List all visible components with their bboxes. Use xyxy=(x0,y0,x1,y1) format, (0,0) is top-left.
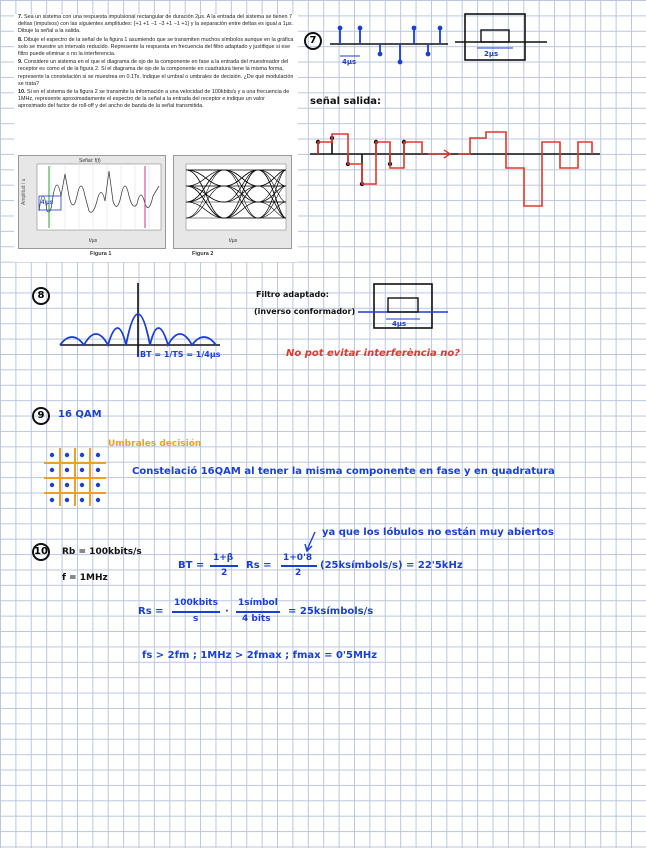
q7-input-impulses xyxy=(330,20,450,80)
constellation-point xyxy=(96,468,100,472)
constellation-point xyxy=(50,483,54,487)
figure-2-eye-diagram xyxy=(174,156,291,248)
q9-constellation xyxy=(44,448,114,508)
q10-bt-fraction-bar xyxy=(210,565,238,567)
constellation-point xyxy=(50,498,54,502)
q10-rs-den1: s xyxy=(193,614,199,624)
constellation-point xyxy=(80,498,84,502)
constellation-point xyxy=(65,483,69,487)
q8-filter-title: Filtro adaptado: xyxy=(256,290,329,299)
problem-7: 7. Sea un sistema con una respuesta impulsional rectangular de duración 2μs. A la entrada del sistema se tienen 7 deltas (impulsos) con las siguientes amplitudes: {+1 +1 −1 −3 +1 −1 +1} y la separación entre deltas es igual a 1μs. Dibuje la señal a la salida. xyxy=(18,14,294,35)
q10-rs-fraction-bar-1 xyxy=(172,611,220,613)
q10-rs-den2: 4 bits xyxy=(242,614,271,624)
q10-bt-rs: Rs = xyxy=(246,560,272,571)
q10-note-arrow xyxy=(305,530,321,554)
figure-1-mark: 4 μs xyxy=(41,200,54,206)
q7-output-signal xyxy=(310,128,600,213)
constellation-point xyxy=(80,483,84,487)
q10-rs-num1: 100kbits xyxy=(174,598,218,608)
q8-bandwidth: BT = 1/TS = 1/4μs xyxy=(140,350,221,359)
q10-rs-lhs: Rs = xyxy=(138,606,164,617)
q7-filter-box xyxy=(455,14,547,62)
q7-input-spacing: 4μs xyxy=(342,58,357,66)
constellation-point xyxy=(50,453,54,457)
q8-filter-subtitle: (inverso conformador) xyxy=(254,307,356,316)
q9-thresholds-label: Umbrales decisión xyxy=(108,439,202,449)
figure-1-xlabel: t/μs xyxy=(89,238,98,244)
question-9-marker: 9 xyxy=(32,407,50,425)
figure-2 xyxy=(173,155,292,249)
q10-bt-num2: 1+0'8 xyxy=(283,553,313,563)
constellation-point xyxy=(96,498,100,502)
q10-bt-num: 1+β xyxy=(213,553,234,563)
question-10-marker: 10 xyxy=(32,543,50,561)
constellation-point xyxy=(65,453,69,457)
q9-title: 16 QAM xyxy=(58,409,102,420)
question-8-marker: 8 xyxy=(32,287,50,305)
constellation-point xyxy=(80,453,84,457)
problem-8: 8. Dibuje el espectro de la señal de la figura 1 asumiendo que se transmiten muchos símbolos aunque en la gráfica solo se muestre un intervalo reducido. Represente la respuesta en frecuencia del filtro adaptado y justifique si ese filtro puede eliminar o no la interferencia. xyxy=(18,36,294,58)
q10-bt-lhs: BT = xyxy=(178,560,205,571)
q10-bt-den: 2 xyxy=(221,568,228,578)
svg-text:Amplitud / u: Amplitud / u xyxy=(21,178,27,205)
q10-bt-den2: 2 xyxy=(295,568,302,578)
figure-2-caption: Figura 2 xyxy=(192,251,214,257)
figures xyxy=(18,155,290,247)
q10-bt-fraction-bar-2 xyxy=(281,565,317,567)
figure-1-title: Señal: f(t) xyxy=(79,158,101,164)
q10-frequency: f = 1MHz xyxy=(62,573,108,583)
constellation-point xyxy=(80,468,84,472)
q8-interference-question: No pot evitar interferència no? xyxy=(286,348,461,359)
q10-nyquist: fs > 2fm ; 1MHz > 2fmax ; fmax = 0'5MHz xyxy=(142,650,378,661)
q10-rs-num2: 1símbol xyxy=(238,598,278,608)
q8-filter-duration: 4μs xyxy=(392,320,407,328)
q7-filter-duration: 2μs xyxy=(484,50,499,58)
figure-2-xlabel: t/μs xyxy=(229,238,238,244)
constellation-point xyxy=(65,498,69,502)
q10-rs-fraction-bar-2 xyxy=(236,611,280,613)
q9-explanation: Constelació 16QAM al tener la misma componente en fase y en quadratura xyxy=(132,466,555,477)
figure-1-plot xyxy=(19,156,165,248)
q7-output-label: señal salida: xyxy=(310,96,381,107)
constellation-point xyxy=(96,483,100,487)
q10-rs-result: = 25ksímbols/s xyxy=(288,606,374,617)
problem-10: 10. Si en el sistema de la figura 2 se transmite la información a una velocidad de 100kbits/s y a una frecuencia de 1MHz, represente aproximadamente el espectro de la señal a la entrada del receptor e indique un valor aproximado del factor de roll-off y del ancho de banda de la señal transmitida. xyxy=(18,89,290,110)
figure-1 xyxy=(18,155,166,249)
question-7-marker: 7 xyxy=(304,32,322,50)
problem-9: 9. Considere un sistema en el que el diagrama de ojo de la componente en fase a la entrada del muestreador del receptor es como el de la figura 2. Si el diagrama de ojo de la componente en cuadratura tiene la misma forma, represente la constelación si se muestrea en 0.1Ts. Indique el umbral o umbrales de decisión. ¿De qué modulación se trata? xyxy=(18,59,294,87)
q10-bitrate: Rb = 100kbits/s xyxy=(62,547,142,557)
constellation-point xyxy=(50,468,54,472)
constellation-point xyxy=(65,468,69,472)
figure-1-caption: Figura 1 xyxy=(90,251,112,257)
q10-bt-result: (25ksímbols/s) = 22'5kHz xyxy=(320,560,463,571)
q10-rolloff-note: ya que los lóbulos no están muy abiertos xyxy=(322,527,554,538)
constellation-point xyxy=(96,453,100,457)
